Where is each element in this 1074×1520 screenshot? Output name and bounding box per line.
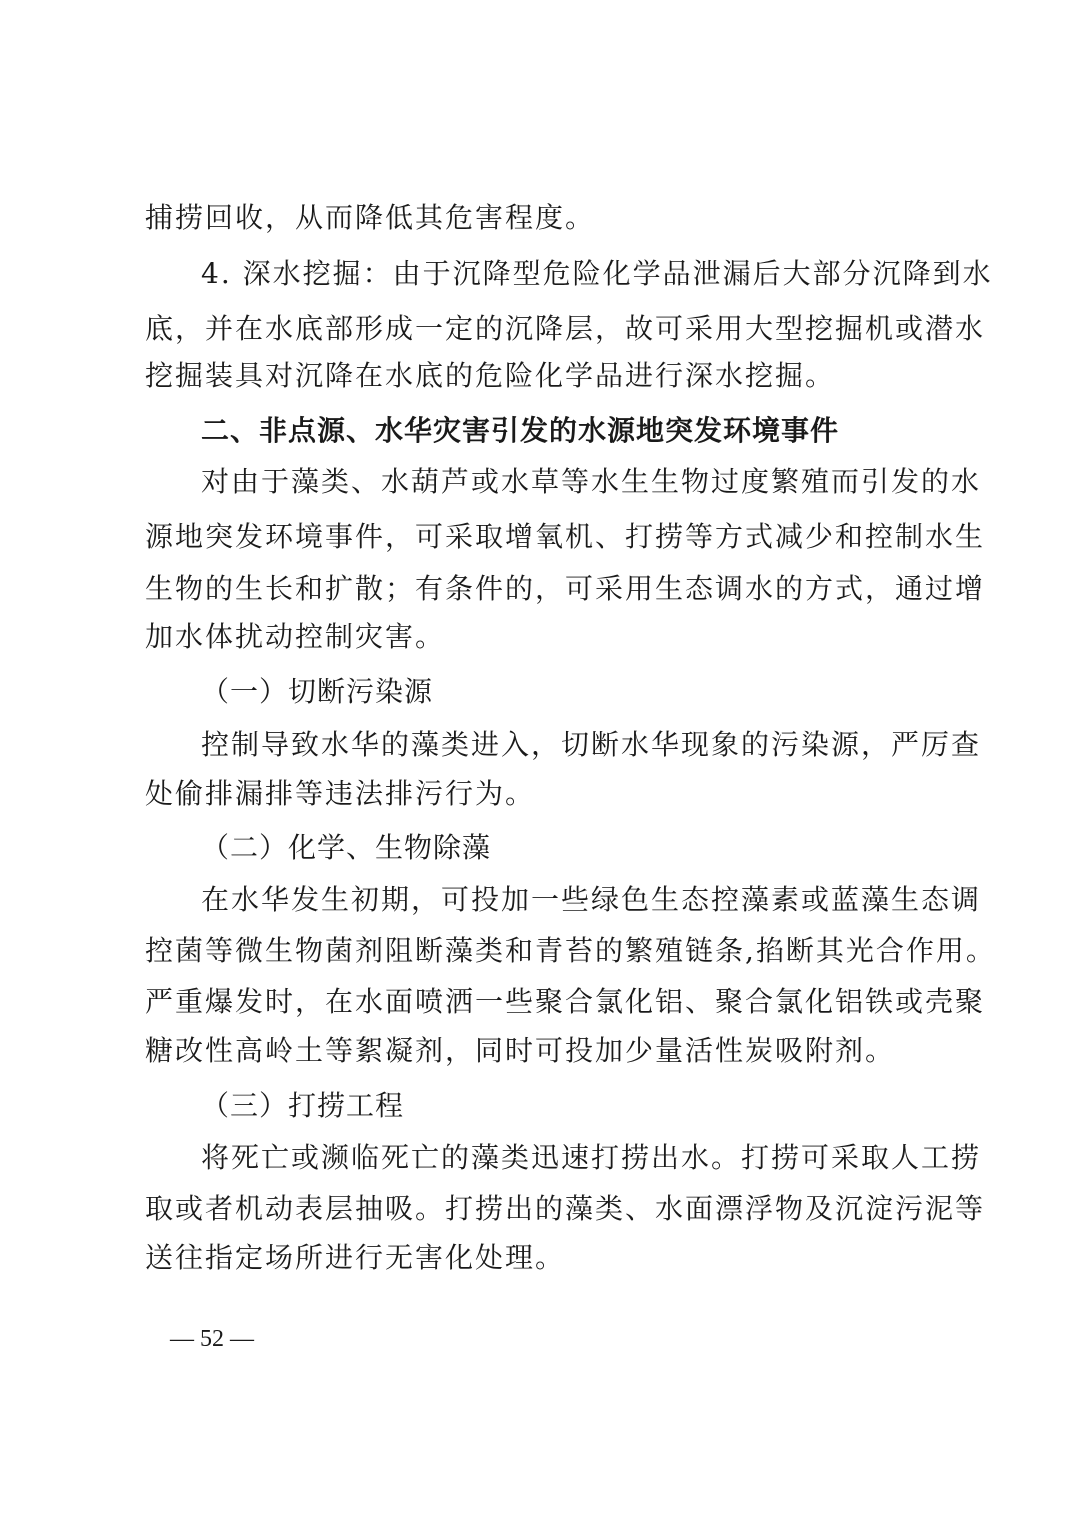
paragraph-line: 捕捞回收，从而降低其危害程度。 xyxy=(145,201,596,234)
paragraph-line: 糖改性高岭土等絮凝剂，同时可投加少量活性炭吸附剂。 xyxy=(145,1034,896,1067)
subsection-heading: （三）打捞工程 xyxy=(201,1089,405,1122)
paragraph-line: 取或者机动表层抽吸。打捞出的藻类、水面漂浮物及沉淀污泥等 xyxy=(145,1192,986,1225)
page-number: — 52 — xyxy=(170,1326,254,1352)
paragraph-line: 4. 深水挖掘：由于沉降型危险化学品泄漏后大部分沉降到水 xyxy=(201,257,993,290)
paragraph-line: 严重爆发时，在水面喷洒一些聚合氯化铝、聚合氯化铝铁或壳聚 xyxy=(145,985,986,1018)
subsection-heading: （一）切断污染源 xyxy=(201,675,434,708)
paragraph-line: 在水华发生初期，可投加一些绿色生态控藻素或蓝藻生态调 xyxy=(201,883,982,916)
paragraph-line: 将死亡或濒临死亡的藻类迅速打捞出水。打捞可采取人工捞 xyxy=(201,1141,982,1174)
paragraph-line: 加水体扰动控制灾害。 xyxy=(145,620,446,653)
paragraph-line: 处偷排漏排等违法排污行为。 xyxy=(145,777,536,810)
section-heading: 二、非点源、水华灾害引发的水源地突发环境事件 xyxy=(201,414,840,447)
paragraph-line: 送往指定场所进行无害化处理。 xyxy=(145,1241,566,1274)
paragraph-line: 控菌等微生物菌剂阻断藻类和青苔的繁殖链条,掐断其光合作用。 xyxy=(145,934,996,967)
paragraph-line: 对由于藻类、水葫芦或水草等水生生物过度繁殖而引发的水 xyxy=(201,465,982,498)
paragraph-line: 底，并在水底部形成一定的沉降层，故可采用大型挖掘机或潜水 xyxy=(145,312,986,345)
paragraph-line: 生物的生长和扩散；有条件的，可采用生态调水的方式，通过增 xyxy=(145,572,986,605)
subsection-heading: （二）化学、生物除藻 xyxy=(201,831,492,864)
paragraph-line: 源地突发环境事件，可采取增氧机、打捞等方式减少和控制水生 xyxy=(145,520,986,553)
paragraph-line: 挖掘装具对沉降在水底的危险化学品进行深水挖掘。 xyxy=(145,359,836,392)
paragraph-line: 控制导致水华的藻类进入，切断水华现象的污染源，严厉查 xyxy=(201,728,982,761)
